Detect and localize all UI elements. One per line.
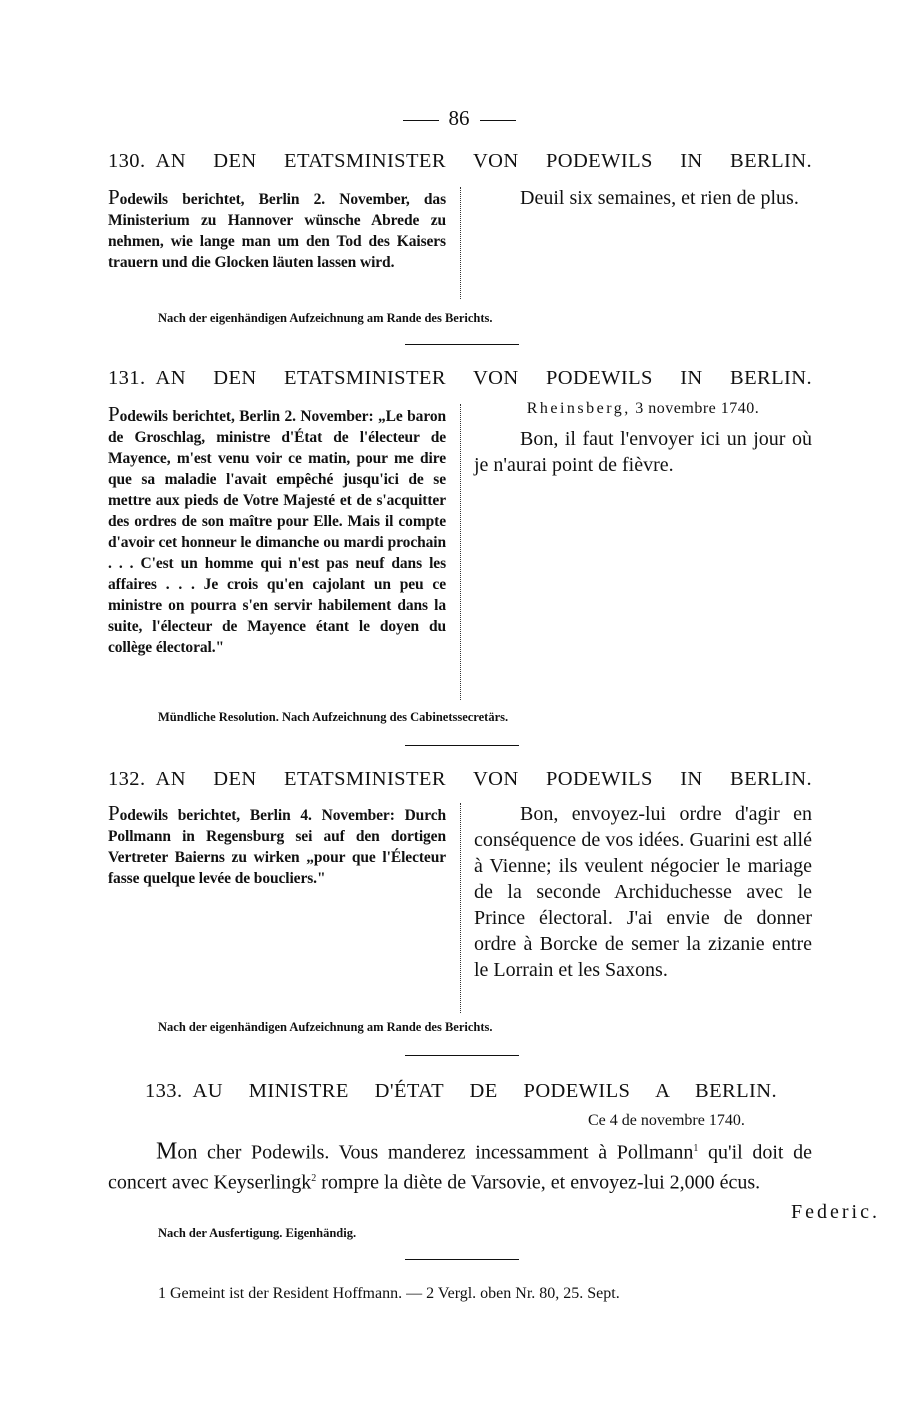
initial-letter: M <box>156 1138 178 1165</box>
letter-text: on cher Podewils. Vous manderez incessamment à Pollmann <box>177 1141 694 1164</box>
entry-heading <box>145 1080 777 1103</box>
column-divider <box>460 404 461 700</box>
report-text: odewils berichtet, Berlin 4. November: Durch Pollmann in Regensburg sei auf den dortigen Vertreter Baierns zu wirken „pour que l'Électeur fasse quelque levée de boucliers." <box>108 807 446 887</box>
entry-132 <box>108 768 812 981</box>
source-note-131: Mündliche Resolution. Nach Aufzeichnung des Cabinetssecretärs. <box>158 710 509 724</box>
column-divider <box>460 803 461 1013</box>
source-note-133: Nach der Ausfertigung. Eigenhändig. <box>158 1226 357 1240</box>
entry-title: AN DEN ETATSMINISTER VON PODEWILS IN BERLIN. <box>155 768 812 790</box>
source-note-130: Nach der eigenhändigen Aufzeichnung am Rande des Berichts. <box>158 311 493 325</box>
resolution <box>474 185 812 211</box>
column-divider <box>460 187 461 299</box>
resolution-first-word: Bon, <box>520 428 559 450</box>
report-text: odewils berichtet, Berlin 2. November, das Ministerium zu Hannover wünsche Abrede zu nehmen, wie lange man um den Tod des Kaisers trauern und die Glocken läuten lassen wird. <box>108 191 446 271</box>
resolution-first-word: Deuil <box>520 187 565 209</box>
letter-text: qu'il doit de concert avec Keyserlingk <box>108 1141 812 1194</box>
resolution <box>474 396 812 478</box>
letter-text: rompre la diète de Varsovie, et envoyez-lui 2,000 écus. <box>316 1171 761 1194</box>
page-number-dash-left <box>403 120 439 121</box>
resolution-first-word: Bon, <box>520 803 559 825</box>
entry-131 <box>108 367 812 656</box>
entry-heading <box>108 150 812 173</box>
entry-title: AN DEN ETATSMINISTER VON PODEWILS IN BERLIN. <box>155 150 812 172</box>
report-text: odewils berichtet, Berlin 2. November: „Le baron de Groschlag, ministre d'État de l'électeur de Mayence, m'est venu voir ce matin, pour me dire que sa maladie l'avait empêché jusqu'ici de se mettre aux pieds de Votre Majesté et de s'acquitter des ordres de son maître pour Elle. Mais il compte d'avoir cet honneur le dimanche ou mardi prochain . . . C'est un homme qui n'est pas neuf dans les affaires . . . Je crois qu'en cajolant un peu ce ministre on pourra s'en servir habilement dans la suite, l'électeur de Mayence étant le doyen du collège électoral." <box>108 408 446 656</box>
dateline <box>474 396 812 422</box>
entry-heading <box>108 768 812 791</box>
signature: Federic. <box>791 1201 880 1223</box>
section-rule <box>405 745 519 746</box>
entry-130 <box>108 150 812 271</box>
page-number-text: 86 <box>448 106 470 130</box>
letter-dateline: Ce 4 de novembre 1740. <box>588 1112 745 1129</box>
dateline-place: Rheinsberg, <box>526 400 631 417</box>
footnotes: 1 Gemeint ist der Resident Hoffmann. — 2 Vergl. oben Nr. 80, 25. Sept. <box>158 1285 620 1302</box>
entry-number: 133. <box>145 1080 183 1102</box>
resolution-text: il faut l'envoyer ici un jour où je n'aurai point de fièvre. <box>474 428 812 476</box>
resolution <box>474 801 812 983</box>
entry-number: 132. <box>108 768 146 790</box>
entry-title: AU MINISTRE D'ÉTAT DE PODEWILS A BERLIN. <box>192 1080 777 1102</box>
initial-letter: P <box>108 801 120 825</box>
entry-heading <box>108 367 812 390</box>
section-rule <box>405 1055 519 1056</box>
resolution-text: envoyez-lui ordre d'agir en conséquence de vos idées. Guarini est allé à Vienne; ils veulent négocier le mariage de la seconde Archiduchesse avec le Prince électoral. J'ai envie de donner ordre à Borcke de semer la zizanie entre le Lorrain et les Saxons. <box>474 803 812 981</box>
entry-133 <box>145 1080 777 1103</box>
report-summary <box>108 187 446 273</box>
page-number <box>0 106 900 131</box>
entry-title: AN DEN ETATSMINISTER VON PODEWILS IN BERLIN. <box>155 367 812 389</box>
initial-letter: P <box>108 402 120 426</box>
entry-number: 130. <box>108 150 146 172</box>
footnote-marker: 2 <box>311 1172 317 1184</box>
source-note-132: Nach der eigenhändigen Aufzeichnung am Rande des Berichts. <box>158 1020 493 1034</box>
section-rule <box>405 344 519 345</box>
report-summary <box>108 803 446 889</box>
section-rule <box>405 1259 519 1260</box>
dateline-date: 3 novembre 1740. <box>630 400 760 417</box>
initial-letter: P <box>108 185 120 209</box>
entry-number: 131. <box>108 367 146 389</box>
letter-body <box>108 1136 812 1195</box>
report-summary <box>108 404 446 658</box>
resolution-text: six semaines, et rien de plus. <box>564 187 799 209</box>
page-number-dash-right <box>480 120 516 121</box>
footnote-marker: 1 <box>693 1143 699 1154</box>
